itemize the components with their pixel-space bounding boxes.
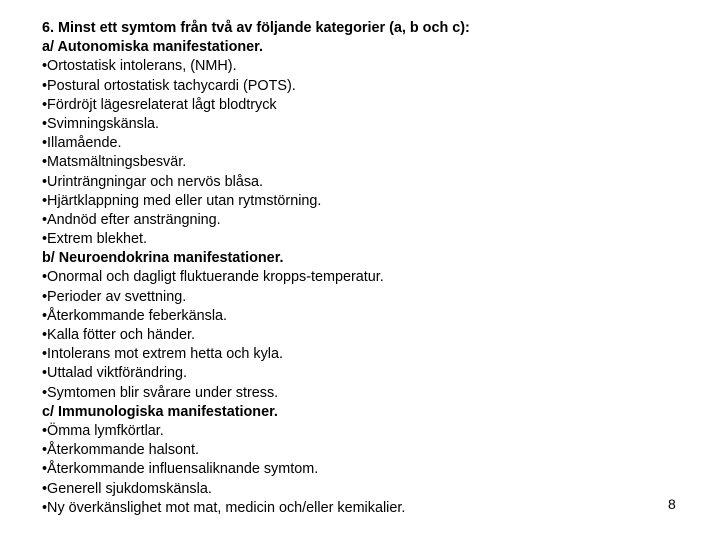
bullet-icon: • (42, 365, 48, 382)
bullet-icon: • (42, 211, 48, 228)
bullet-icon: • (42, 346, 48, 363)
bullet-icon: • (42, 327, 48, 343)
list-item: •Postural ortostatisk tachycardi (POTS). (42, 77, 296, 94)
list-item: •Återkommande feberkänsla. (42, 307, 228, 324)
list-item: •Ortostatisk intolerans, (NMH). (42, 58, 237, 75)
bullet-icon: • (42, 154, 48, 171)
bullet-icon: • (42, 269, 48, 286)
section-immunological (42, 403, 682, 518)
bullet-icon: • (42, 442, 48, 459)
section-neuroendocrine (42, 249, 682, 403)
list-item: •Extrem blekhet. (42, 231, 148, 248)
list-item: •Urinträngningar och nervös blåsa. (42, 173, 264, 190)
bullet-icon: • (42, 115, 48, 132)
list-item: •Andnöd efter ansträngning. (42, 211, 221, 228)
bullet-icon: • (42, 422, 48, 439)
section-heading: c/ Immunologiska manifestationer. (42, 403, 278, 420)
section-autonomic (42, 38, 682, 249)
bullet-icon: • (42, 499, 48, 516)
list-item: •Intolerans mot extrem hetta och kyla. (42, 346, 284, 363)
list-item: •Återkommande influensaliknande symtom. (42, 461, 319, 478)
list-item: •Återkommande halsont. (42, 442, 200, 459)
list-item: •Uttalad viktförändring. (42, 365, 188, 382)
bullet-icon: • (42, 77, 48, 94)
bullet-icon: • (42, 135, 48, 152)
list-item: •Ömma lymfkörtlar. (42, 422, 164, 439)
bullet-icon: • (42, 384, 48, 401)
bullet-icon: • (42, 307, 48, 324)
slide-content (42, 19, 682, 518)
list-item: •Onormal och dagligt fluktuerande kropps-temperatur. (42, 269, 384, 286)
list-item: •Symtomen blir svårare under stress. (42, 384, 279, 401)
list-item: •Kalla fötter och händer. (42, 327, 196, 343)
page-number: 8 (668, 496, 676, 512)
bullet-icon: • (42, 480, 48, 497)
bullet-icon: • (42, 58, 48, 75)
section-heading: a/ Autonomiska manifestationer. (42, 39, 263, 56)
list-item: •Fördröjt lägesrelaterat lågt blodtryck (42, 96, 277, 113)
bullet-icon: • (42, 192, 48, 209)
bullet-icon: • (42, 173, 48, 190)
list-item: •Hjärtklappning med eller utan rytmstörning. (42, 192, 322, 209)
bullet-icon: • (42, 461, 48, 478)
list-item: •Perioder av svettning. (42, 288, 187, 305)
list-item: •Illamående. (42, 135, 122, 152)
slide-title: 6. Minst ett symtom från två av följande kategorier (a, b och c): (42, 20, 470, 36)
bullet-icon: • (42, 288, 48, 305)
list-item: •Ny överkänslighet mot mat, medicin och/eller kemikalier. (42, 499, 406, 516)
bullet-icon: • (42, 231, 48, 248)
list-item: •Matsmältningsbesvär. (42, 154, 187, 171)
section-heading: b/ Neuroendokrina manifestationer. (42, 250, 284, 267)
list-item: •Generell sjukdomskänsla. (42, 480, 212, 497)
bullet-icon: • (42, 96, 48, 113)
list-item: •Svimningskänsla. (42, 115, 160, 132)
